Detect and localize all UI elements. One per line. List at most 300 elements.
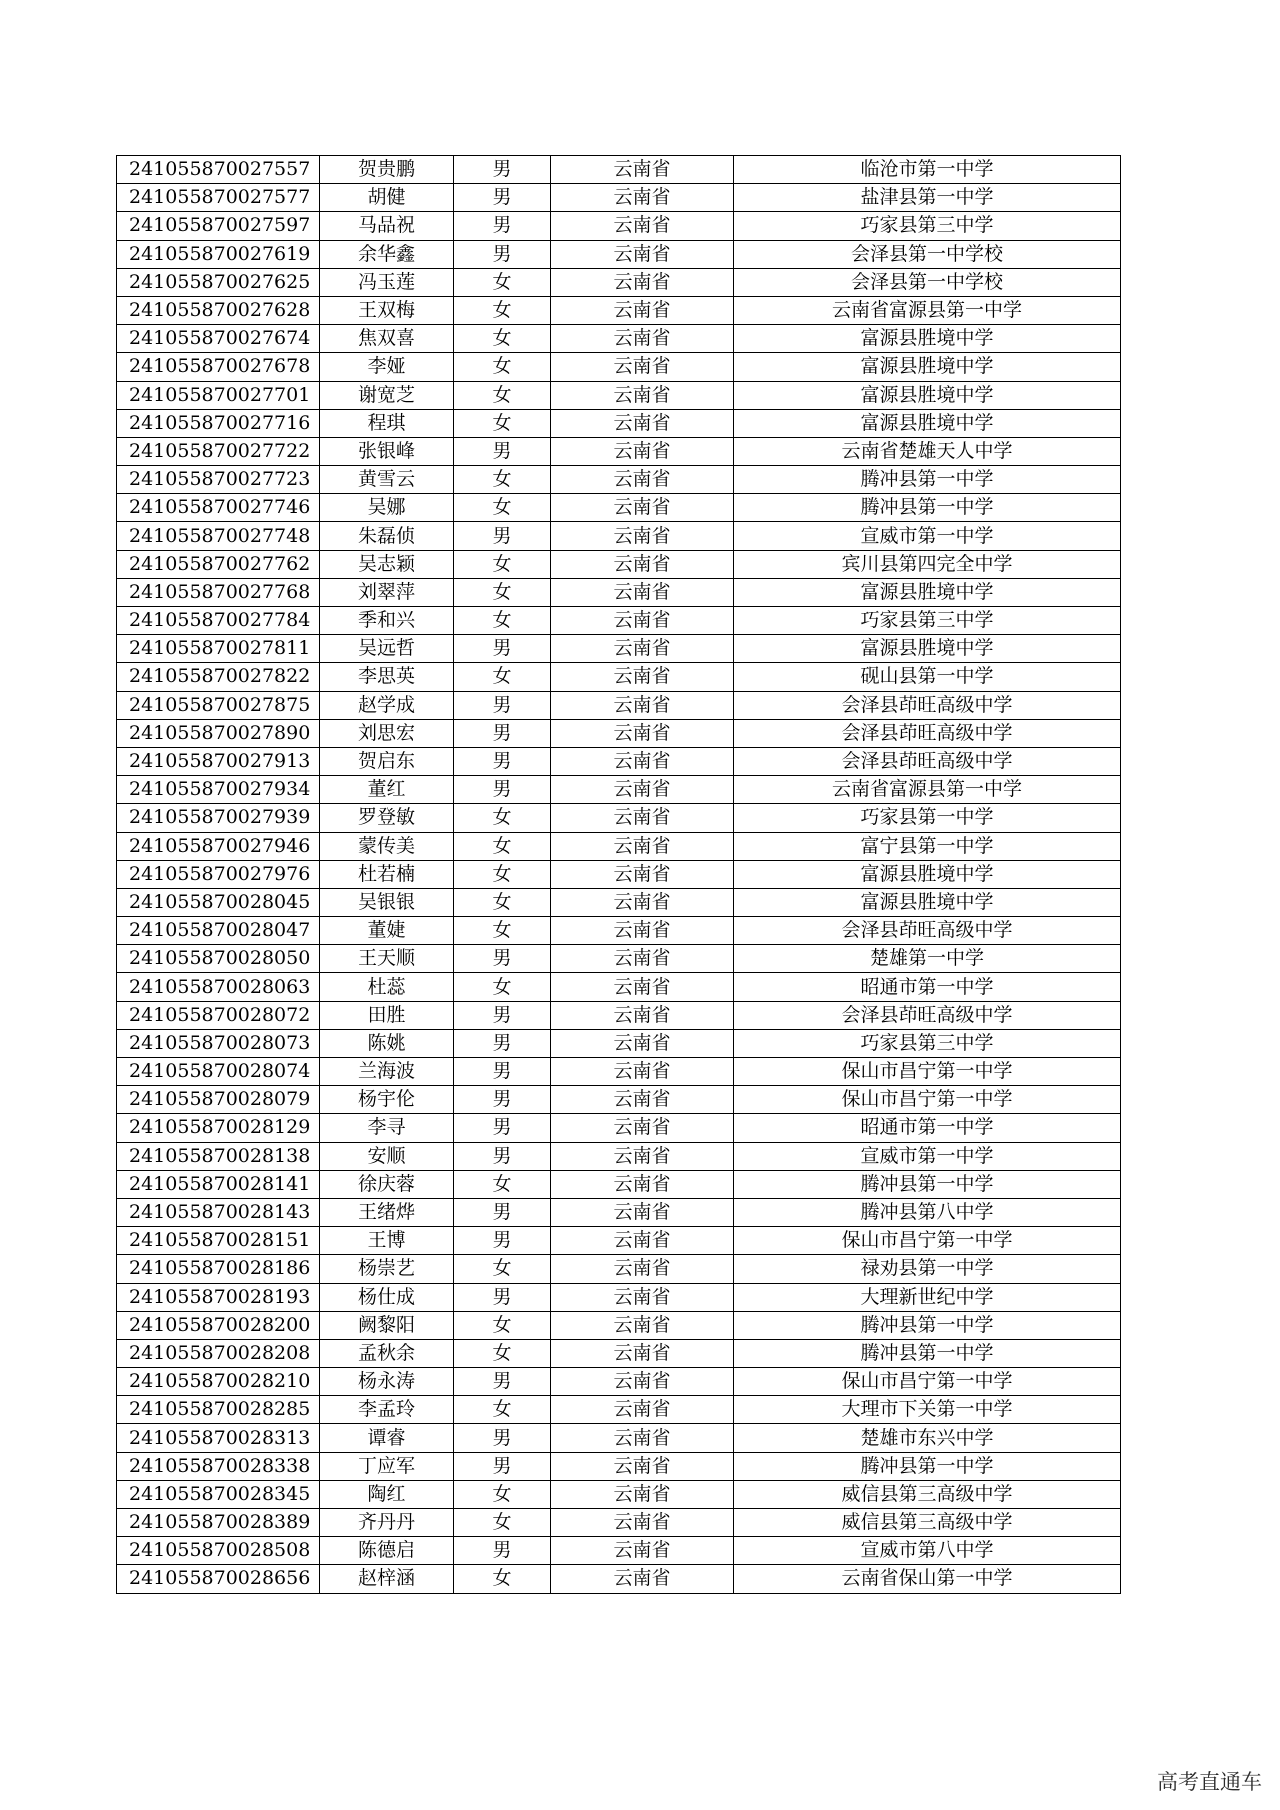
school-cell: 昭通市第一中学	[734, 1114, 1121, 1142]
candidate-id-cell: 241055870028389	[117, 1509, 320, 1537]
table-row	[117, 296, 1121, 324]
gender-cell: 男	[454, 776, 551, 804]
name-cell: 贺启东	[320, 747, 454, 775]
school-cell: 会泽县茚旺高级中学	[734, 719, 1121, 747]
table-row	[117, 1142, 1121, 1170]
table-row	[117, 691, 1121, 719]
gender-cell: 女	[454, 353, 551, 381]
table-row	[117, 1537, 1121, 1565]
province-cell: 云南省	[551, 1001, 734, 1029]
province-cell: 云南省	[551, 466, 734, 494]
candidate-id-cell: 241055870027939	[117, 804, 320, 832]
gender-cell: 女	[454, 1396, 551, 1424]
gender-cell: 女	[454, 832, 551, 860]
candidate-id-cell: 241055870027875	[117, 691, 320, 719]
school-cell: 威信县第三高级中学	[734, 1509, 1121, 1537]
candidate-id-cell: 241055870027628	[117, 296, 320, 324]
school-cell: 会泽县第一中学校	[734, 268, 1121, 296]
gender-cell: 女	[454, 1170, 551, 1198]
name-cell: 焦双喜	[320, 325, 454, 353]
province-cell: 云南省	[551, 747, 734, 775]
gender-cell: 男	[454, 437, 551, 465]
province-cell: 云南省	[551, 945, 734, 973]
candidate-id-cell: 241055870027701	[117, 381, 320, 409]
province-cell: 云南省	[551, 184, 734, 212]
school-cell: 临沧市第一中学	[734, 156, 1121, 184]
province-cell: 云南省	[551, 1368, 734, 1396]
gender-cell: 男	[454, 184, 551, 212]
name-cell: 赵梓涵	[320, 1565, 454, 1593]
watermark-text: 高考直通车	[1157, 1770, 1262, 1794]
province-cell: 云南省	[551, 1114, 734, 1142]
name-cell: 朱磊侦	[320, 522, 454, 550]
school-cell: 会泽县茚旺高级中学	[734, 1001, 1121, 1029]
name-cell: 吴银银	[320, 888, 454, 916]
table-row	[117, 437, 1121, 465]
province-cell: 云南省	[551, 1537, 734, 1565]
name-cell: 王双梅	[320, 296, 454, 324]
name-cell: 谢宽芝	[320, 381, 454, 409]
name-cell: 李寻	[320, 1114, 454, 1142]
school-cell: 砚山县第一中学	[734, 663, 1121, 691]
table-row	[117, 353, 1121, 381]
candidate-id-cell: 241055870027934	[117, 776, 320, 804]
table-row	[117, 973, 1121, 1001]
table-row	[117, 1255, 1121, 1283]
gender-cell: 男	[454, 1368, 551, 1396]
gender-cell: 男	[454, 1029, 551, 1057]
school-cell: 富源县胜境中学	[734, 325, 1121, 353]
school-cell: 巧家县第三中学	[734, 607, 1121, 635]
province-cell: 云南省	[551, 1255, 734, 1283]
province-cell: 云南省	[551, 1480, 734, 1508]
school-cell: 腾冲县第一中学	[734, 1339, 1121, 1367]
name-cell: 冯玉莲	[320, 268, 454, 296]
province-cell: 云南省	[551, 437, 734, 465]
candidate-id-cell: 241055870027946	[117, 832, 320, 860]
gender-cell: 女	[454, 494, 551, 522]
province-cell: 云南省	[551, 691, 734, 719]
name-cell: 季和兴	[320, 607, 454, 635]
name-cell: 张银峰	[320, 437, 454, 465]
table-row	[117, 240, 1121, 268]
candidate-id-cell: 241055870028208	[117, 1339, 320, 1367]
name-cell: 安顺	[320, 1142, 454, 1170]
province-cell: 云南省	[551, 888, 734, 916]
province-cell: 云南省	[551, 1452, 734, 1480]
province-cell: 云南省	[551, 1339, 734, 1367]
province-cell: 云南省	[551, 325, 734, 353]
name-cell: 田胜	[320, 1001, 454, 1029]
gender-cell: 女	[454, 466, 551, 494]
province-cell: 云南省	[551, 663, 734, 691]
name-cell: 黄雪云	[320, 466, 454, 494]
candidate-id-cell: 241055870028200	[117, 1311, 320, 1339]
name-cell: 王博	[320, 1227, 454, 1255]
candidate-id-cell: 241055870027619	[117, 240, 320, 268]
school-cell: 保山市昌宁第一中学	[734, 1227, 1121, 1255]
table-row	[117, 832, 1121, 860]
school-cell: 威信县第三高级中学	[734, 1480, 1121, 1508]
candidate-id-cell: 241055870028143	[117, 1198, 320, 1226]
province-cell: 云南省	[551, 381, 734, 409]
name-cell: 陈德启	[320, 1537, 454, 1565]
name-cell: 赵学成	[320, 691, 454, 719]
school-cell: 巧家县第三中学	[734, 1029, 1121, 1057]
table-row	[117, 747, 1121, 775]
candidate-id-cell: 241055870027557	[117, 156, 320, 184]
gender-cell: 男	[454, 1452, 551, 1480]
province-cell: 云南省	[551, 776, 734, 804]
table-row	[117, 1086, 1121, 1114]
table-row	[117, 578, 1121, 606]
gender-cell: 男	[454, 240, 551, 268]
gender-cell: 男	[454, 1058, 551, 1086]
province-cell: 云南省	[551, 917, 734, 945]
school-cell: 会泽县茚旺高级中学	[734, 917, 1121, 945]
candidate-id-cell: 241055870027723	[117, 466, 320, 494]
table-row	[117, 156, 1121, 184]
province-cell: 云南省	[551, 635, 734, 663]
name-cell: 丁应军	[320, 1452, 454, 1480]
school-cell: 宣威市第八中学	[734, 1537, 1121, 1565]
table-row	[117, 1114, 1121, 1142]
province-cell: 云南省	[551, 1311, 734, 1339]
gender-cell: 男	[454, 1283, 551, 1311]
name-cell: 徐庆蓉	[320, 1170, 454, 1198]
table-row	[117, 635, 1121, 663]
gender-cell: 男	[454, 691, 551, 719]
province-cell: 云南省	[551, 268, 734, 296]
candidate-id-cell: 241055870028073	[117, 1029, 320, 1057]
table-row	[117, 1001, 1121, 1029]
candidate-id-cell: 241055870027577	[117, 184, 320, 212]
province-cell: 云南省	[551, 550, 734, 578]
table-row	[117, 945, 1121, 973]
school-cell: 腾冲县第一中学	[734, 1311, 1121, 1339]
candidate-id-cell: 241055870027976	[117, 860, 320, 888]
province-cell: 云南省	[551, 1283, 734, 1311]
candidate-id-cell: 241055870027913	[117, 747, 320, 775]
candidate-id-cell: 241055870028047	[117, 917, 320, 945]
student-roster-table	[116, 155, 1121, 1594]
candidate-id-cell: 241055870027678	[117, 353, 320, 381]
province-cell: 云南省	[551, 240, 734, 268]
name-cell: 谭睿	[320, 1424, 454, 1452]
name-cell: 杨永涛	[320, 1368, 454, 1396]
candidate-id-cell: 241055870027762	[117, 550, 320, 578]
gender-cell: 男	[454, 1114, 551, 1142]
province-cell: 云南省	[551, 156, 734, 184]
candidate-id-cell: 241055870027748	[117, 522, 320, 550]
province-cell: 云南省	[551, 212, 734, 240]
table-row	[117, 212, 1121, 240]
table-row	[117, 268, 1121, 296]
candidate-id-cell: 241055870028210	[117, 1368, 320, 1396]
gender-cell: 男	[454, 1537, 551, 1565]
table-row	[117, 1480, 1121, 1508]
table-row	[117, 1227, 1121, 1255]
name-cell: 兰海波	[320, 1058, 454, 1086]
school-cell: 禄劝县第一中学	[734, 1255, 1121, 1283]
school-cell: 会泽县茚旺高级中学	[734, 747, 1121, 775]
province-cell: 云南省	[551, 409, 734, 437]
name-cell: 王绪烨	[320, 1198, 454, 1226]
table-row	[117, 1368, 1121, 1396]
province-cell: 云南省	[551, 607, 734, 635]
name-cell: 杜蕊	[320, 973, 454, 1001]
candidate-id-cell: 241055870028072	[117, 1001, 320, 1029]
province-cell: 云南省	[551, 494, 734, 522]
gender-cell: 男	[454, 1001, 551, 1029]
name-cell: 陈姚	[320, 1029, 454, 1057]
table-row	[117, 1058, 1121, 1086]
school-cell: 盐津县第一中学	[734, 184, 1121, 212]
table-row	[117, 550, 1121, 578]
name-cell: 蒙传美	[320, 832, 454, 860]
gender-cell: 男	[454, 522, 551, 550]
gender-cell: 女	[454, 860, 551, 888]
candidate-id-cell: 241055870027784	[117, 607, 320, 635]
candidate-id-cell: 241055870028063	[117, 973, 320, 1001]
candidate-id-cell: 241055870028313	[117, 1424, 320, 1452]
gender-cell: 女	[454, 973, 551, 1001]
candidate-id-cell: 241055870027746	[117, 494, 320, 522]
table-row	[117, 860, 1121, 888]
gender-cell: 女	[454, 409, 551, 437]
gender-cell: 男	[454, 1198, 551, 1226]
school-cell: 保山市昌宁第一中学	[734, 1086, 1121, 1114]
name-cell: 刘思宏	[320, 719, 454, 747]
table-row	[117, 1283, 1121, 1311]
table-row	[117, 1424, 1121, 1452]
candidate-id-cell: 241055870027811	[117, 635, 320, 663]
school-cell: 腾冲县第一中学	[734, 1452, 1121, 1480]
candidate-id-cell: 241055870028074	[117, 1058, 320, 1086]
table-row	[117, 184, 1121, 212]
province-cell: 云南省	[551, 1565, 734, 1593]
gender-cell: 女	[454, 1509, 551, 1537]
candidate-id-cell: 241055870028079	[117, 1086, 320, 1114]
school-cell: 富宁县第一中学	[734, 832, 1121, 860]
school-cell: 云南省富源县第一中学	[734, 296, 1121, 324]
candidate-id-cell: 241055870027890	[117, 719, 320, 747]
table-row	[117, 1339, 1121, 1367]
name-cell: 李思英	[320, 663, 454, 691]
gender-cell: 女	[454, 917, 551, 945]
school-cell: 会泽县第一中学校	[734, 240, 1121, 268]
table-row	[117, 776, 1121, 804]
gender-cell: 女	[454, 1311, 551, 1339]
province-cell: 云南省	[551, 832, 734, 860]
school-cell: 巧家县第一中学	[734, 804, 1121, 832]
province-cell: 云南省	[551, 1198, 734, 1226]
school-cell: 楚雄第一中学	[734, 945, 1121, 973]
candidate-id-cell: 241055870027822	[117, 663, 320, 691]
gender-cell: 男	[454, 156, 551, 184]
gender-cell: 男	[454, 719, 551, 747]
gender-cell: 女	[454, 1480, 551, 1508]
name-cell: 齐丹丹	[320, 1509, 454, 1537]
school-cell: 宣威市第一中学	[734, 1142, 1121, 1170]
table-row	[117, 325, 1121, 353]
school-cell: 云南省富源县第一中学	[734, 776, 1121, 804]
province-cell: 云南省	[551, 1086, 734, 1114]
gender-cell: 女	[454, 296, 551, 324]
name-cell: 吴志颖	[320, 550, 454, 578]
school-cell: 富源县胜境中学	[734, 888, 1121, 916]
school-cell: 富源县胜境中学	[734, 860, 1121, 888]
name-cell: 马品祝	[320, 212, 454, 240]
table-row	[117, 1565, 1121, 1593]
school-cell: 会泽县茚旺高级中学	[734, 691, 1121, 719]
gender-cell: 女	[454, 1565, 551, 1593]
school-cell: 富源县胜境中学	[734, 635, 1121, 663]
province-cell: 云南省	[551, 1509, 734, 1537]
school-cell: 保山市昌宁第一中学	[734, 1058, 1121, 1086]
table-row	[117, 1452, 1121, 1480]
gender-cell: 女	[454, 663, 551, 691]
candidate-id-cell: 241055870028138	[117, 1142, 320, 1170]
province-cell: 云南省	[551, 973, 734, 1001]
gender-cell: 男	[454, 1227, 551, 1255]
candidate-id-cell: 241055870028193	[117, 1283, 320, 1311]
gender-cell: 女	[454, 1255, 551, 1283]
name-cell: 孟秋余	[320, 1339, 454, 1367]
school-cell: 富源县胜境中学	[734, 353, 1121, 381]
candidate-id-cell: 241055870028345	[117, 1480, 320, 1508]
school-cell: 腾冲县第一中学	[734, 466, 1121, 494]
gender-cell: 男	[454, 1142, 551, 1170]
roster-body	[117, 156, 1121, 1594]
name-cell: 罗登敏	[320, 804, 454, 832]
table-row	[117, 1311, 1121, 1339]
name-cell: 杨仕成	[320, 1283, 454, 1311]
school-cell: 保山市昌宁第一中学	[734, 1368, 1121, 1396]
candidate-id-cell: 241055870028151	[117, 1227, 320, 1255]
school-cell: 昭通市第一中学	[734, 973, 1121, 1001]
name-cell: 吴远哲	[320, 635, 454, 663]
school-cell: 大理市下关第一中学	[734, 1396, 1121, 1424]
candidate-id-cell: 241055870028508	[117, 1537, 320, 1565]
province-cell: 云南省	[551, 1029, 734, 1057]
gender-cell: 女	[454, 578, 551, 606]
table-row	[117, 522, 1121, 550]
gender-cell: 女	[454, 1339, 551, 1367]
school-cell: 楚雄市东兴中学	[734, 1424, 1121, 1452]
name-cell: 董婕	[320, 917, 454, 945]
gender-cell: 男	[454, 1086, 551, 1114]
gender-cell: 男	[454, 945, 551, 973]
province-cell: 云南省	[551, 1142, 734, 1170]
province-cell: 云南省	[551, 1170, 734, 1198]
province-cell: 云南省	[551, 1058, 734, 1086]
name-cell: 吴娜	[320, 494, 454, 522]
name-cell: 贺贵鹏	[320, 156, 454, 184]
name-cell: 杜若楠	[320, 860, 454, 888]
table-row	[117, 494, 1121, 522]
province-cell: 云南省	[551, 296, 734, 324]
candidate-id-cell: 241055870028285	[117, 1396, 320, 1424]
province-cell: 云南省	[551, 522, 734, 550]
name-cell: 程琪	[320, 409, 454, 437]
school-cell: 大理新世纪中学	[734, 1283, 1121, 1311]
school-cell: 腾冲县第一中学	[734, 494, 1121, 522]
gender-cell: 女	[454, 325, 551, 353]
candidate-id-cell: 241055870027768	[117, 578, 320, 606]
table-row	[117, 917, 1121, 945]
table-row	[117, 888, 1121, 916]
gender-cell: 男	[454, 635, 551, 663]
province-cell: 云南省	[551, 578, 734, 606]
candidate-id-cell: 241055870028656	[117, 1565, 320, 1593]
province-cell: 云南省	[551, 719, 734, 747]
table-row	[117, 804, 1121, 832]
candidate-id-cell: 241055870027722	[117, 437, 320, 465]
table-row	[117, 663, 1121, 691]
name-cell: 刘翠萍	[320, 578, 454, 606]
gender-cell: 女	[454, 804, 551, 832]
gender-cell: 男	[454, 212, 551, 240]
province-cell: 云南省	[551, 1396, 734, 1424]
table-row	[117, 381, 1121, 409]
gender-cell: 女	[454, 381, 551, 409]
school-cell: 腾冲县第八中学	[734, 1198, 1121, 1226]
province-cell: 云南省	[551, 860, 734, 888]
name-cell: 余华鑫	[320, 240, 454, 268]
name-cell: 杨崇艺	[320, 1255, 454, 1283]
table-row	[117, 607, 1121, 635]
name-cell: 阙黎阳	[320, 1311, 454, 1339]
gender-cell: 女	[454, 888, 551, 916]
name-cell: 李娅	[320, 353, 454, 381]
school-cell: 富源县胜境中学	[734, 578, 1121, 606]
candidate-id-cell: 241055870028045	[117, 888, 320, 916]
gender-cell: 男	[454, 747, 551, 775]
candidate-id-cell: 241055870028050	[117, 945, 320, 973]
name-cell: 胡健	[320, 184, 454, 212]
school-cell: 云南省楚雄天人中学	[734, 437, 1121, 465]
school-cell: 云南省保山第一中学	[734, 1565, 1121, 1593]
school-cell: 巧家县第三中学	[734, 212, 1121, 240]
candidate-id-cell: 241055870027674	[117, 325, 320, 353]
candidate-id-cell: 241055870027625	[117, 268, 320, 296]
province-cell: 云南省	[551, 804, 734, 832]
candidate-id-cell: 241055870027716	[117, 409, 320, 437]
table-row	[117, 1509, 1121, 1537]
province-cell: 云南省	[551, 353, 734, 381]
candidate-id-cell: 241055870028338	[117, 1452, 320, 1480]
table-row	[117, 1198, 1121, 1226]
table-row	[117, 719, 1121, 747]
name-cell: 杨宇伦	[320, 1086, 454, 1114]
school-cell: 宣威市第一中学	[734, 522, 1121, 550]
table-row	[117, 409, 1121, 437]
name-cell: 王天顺	[320, 945, 454, 973]
candidate-id-cell: 241055870028186	[117, 1255, 320, 1283]
candidate-id-cell: 241055870027597	[117, 212, 320, 240]
candidate-id-cell: 241055870028129	[117, 1114, 320, 1142]
province-cell: 云南省	[551, 1227, 734, 1255]
school-cell: 富源县胜境中学	[734, 381, 1121, 409]
table-row	[117, 1170, 1121, 1198]
gender-cell: 女	[454, 268, 551, 296]
name-cell: 陶红	[320, 1480, 454, 1508]
name-cell: 李孟玲	[320, 1396, 454, 1424]
table-row	[117, 1396, 1121, 1424]
table-row	[117, 1029, 1121, 1057]
gender-cell: 女	[454, 607, 551, 635]
